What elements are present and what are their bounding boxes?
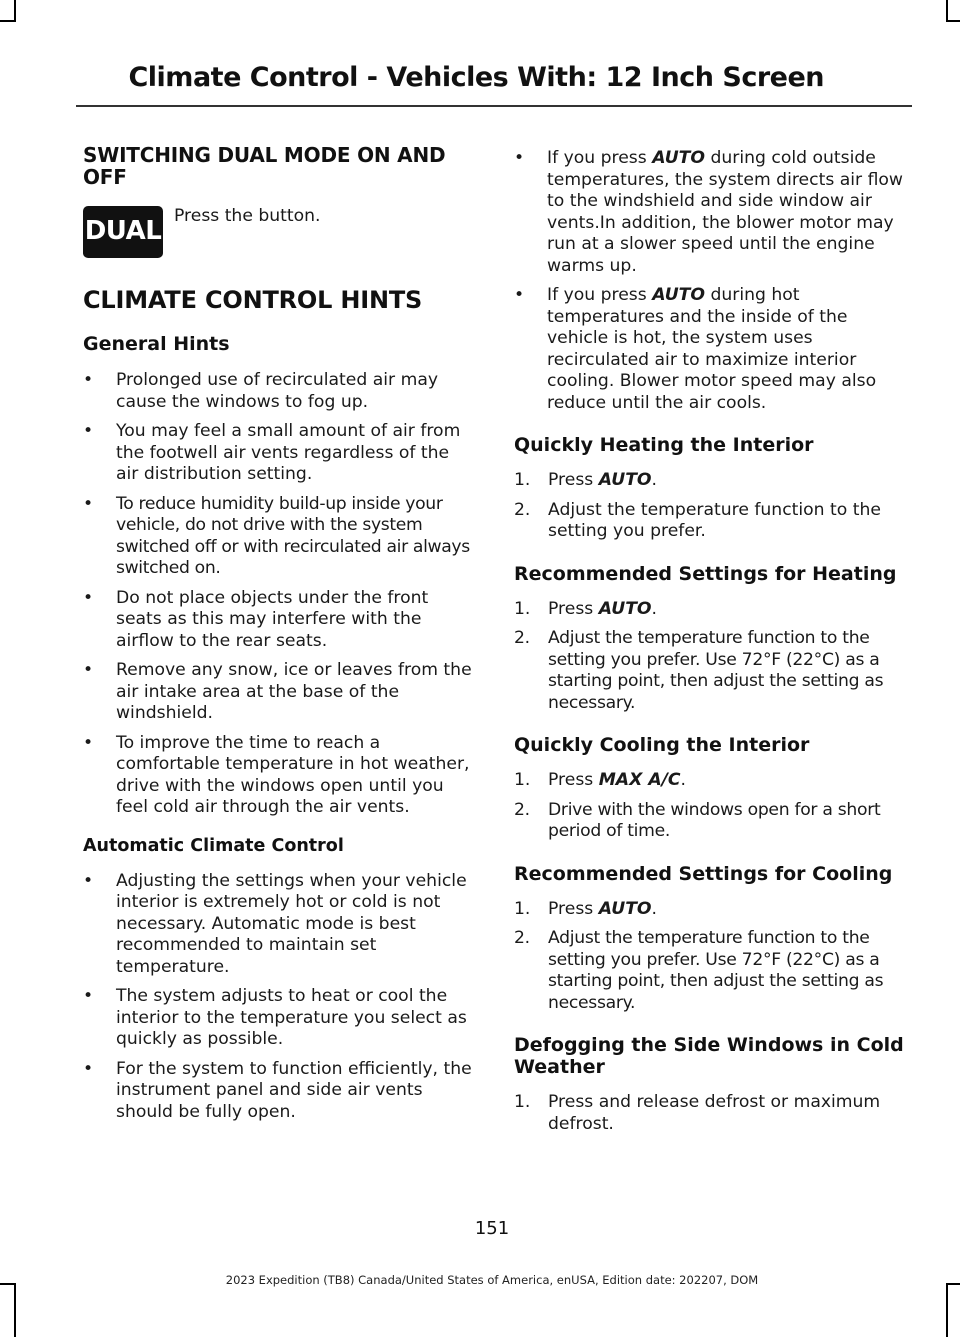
step-item — [514, 770, 908, 792]
list-item-text: You may feel a small amount of air from the footwell air vents regardless of the air distribution setting. — [116, 421, 461, 484]
list-item-text: Adjusting the settings when your vehicle interior is extremely hot or cold is not necessary. Automatic mode is best recommended to maintain set temperature. — [116, 870, 467, 977]
bullet-marker: • — [83, 1058, 94, 1079]
page-number: 151 — [474, 1218, 510, 1239]
page-header-title: Climate Control - Vehicles With: 12 Inch Screen — [128, 62, 824, 93]
list-item — [83, 660, 475, 725]
auto-key-label: AUTO — [652, 285, 706, 305]
step-number: 1. — [514, 1092, 531, 1112]
key-label: AUTO — [598, 470, 652, 490]
bullet-marker: • — [83, 587, 94, 608]
step-number: 2. — [514, 928, 530, 948]
text-run: . — [680, 770, 687, 790]
list-item-text: To improve the time to reach a comfortable temperature in hot weather, drive with the windows open until you feel cold air through the air vents. — [116, 732, 470, 817]
list-item-text: Do not place objects under the front seats as this may interfere with the airflow to the rear seats. — [116, 587, 429, 651]
steps-list — [514, 470, 908, 543]
right-column — [514, 148, 908, 1143]
auto-key-label: AUTO — [652, 148, 706, 168]
list-item — [83, 1059, 475, 1124]
text-run: Press — [548, 470, 599, 490]
text-run: . — [651, 470, 657, 490]
text-run: Adjust the temperature function to the setting you prefer. Use 72°F (22°C) as a starting point, then adjust the setting as necessary. — [548, 628, 884, 713]
list-item — [83, 986, 475, 1051]
bullet-marker: • — [514, 285, 525, 305]
automatic-climate-list — [83, 871, 475, 1124]
step-number: 1. — [514, 770, 531, 790]
text-run: If you press — [547, 148, 653, 168]
text-run: during hot temperatures and the inside of the vehicle is hot, the system uses recirculated air to maximize interior cooling. Blower motor speed may also reduce until the air cools. — [547, 285, 877, 413]
crop-mark — [946, 20, 960, 22]
step-number: 1. — [514, 598, 531, 619]
dual-instruction — [83, 206, 475, 266]
text-run: Adjust the temperature function to the setting you prefer. — [548, 499, 881, 541]
footer-edition: 2023 Expedition (TB8) Canada/United States of America, enUSA, Edition date: 202207, DOM — [225, 1273, 759, 1287]
crop-mark — [946, 1283, 948, 1337]
list-item-text: Prolonged use of recirculated air may cause the windows to fog up. — [116, 370, 439, 412]
step-number: 2. — [514, 628, 530, 648]
bullet-marker: • — [83, 370, 94, 390]
key-label: AUTO — [598, 898, 652, 919]
step-number: 1. — [514, 898, 531, 919]
bullet-marker: • — [83, 421, 94, 441]
steps-list — [514, 599, 908, 715]
step-number: 2. — [514, 499, 531, 520]
list-item — [514, 285, 908, 414]
dual-instruction-text: Press the button. — [174, 206, 321, 226]
left-column — [83, 144, 475, 1131]
list-item — [83, 421, 475, 486]
list-item — [83, 871, 475, 979]
text-run: . — [651, 598, 657, 619]
subsection-heading: Recommended Settings for Cooling — [514, 862, 893, 885]
bullet-marker: • — [83, 870, 94, 891]
list-item — [83, 733, 475, 819]
step-item — [514, 599, 908, 621]
bullet-marker: • — [83, 986, 94, 1006]
steps-list — [514, 899, 908, 1015]
step-item — [514, 928, 908, 1014]
step-number: 2. — [514, 799, 530, 820]
text-run: Drive with the windows open for a short period of time. — [548, 799, 881, 841]
step-item — [514, 470, 908, 492]
steps-list — [514, 770, 908, 843]
step-item — [514, 1092, 908, 1135]
text-run: . — [651, 898, 657, 919]
step-item — [514, 500, 908, 543]
list-item-text: The system adjusts to heat or cool the interior to the temperature you select as quickly as possible. — [116, 986, 467, 1049]
text-run: during cold outside temperatures, the system directs air flow to the windshield and side window air vents.In addition, the blower motor may run at a slower speed until the engine warms up. — [547, 148, 903, 276]
list-item-text: To reduce humidity build-up inside your vehicle, do not drive with the system switched off or with recirculated air always switched on. — [116, 493, 470, 578]
key-label: MAX A/C — [598, 770, 681, 790]
bullet-marker: • — [83, 660, 94, 680]
dual-button-icon: DUAL — [83, 206, 163, 258]
text-run: Adjust the temperature function to the setting you prefer. Use 72°F (22°C) as a starting point, then adjust the setting as necessary. — [548, 928, 884, 1013]
crop-mark — [0, 20, 16, 22]
key-label: AUTO — [598, 598, 652, 619]
list-item — [83, 494, 475, 580]
step-number: 1. — [514, 470, 531, 490]
subsection-heading: Quickly Heating the Interior — [514, 434, 814, 456]
bullet-marker: • — [83, 493, 93, 514]
step-item — [514, 899, 908, 921]
list-item — [83, 588, 475, 653]
list-item — [514, 148, 908, 277]
text-run: If you press — [547, 285, 653, 305]
crop-mark — [946, 0, 948, 20]
bullet-marker: • — [83, 732, 94, 753]
dual-mode-heading: SWITCHING DUAL MODE ON AND OFF — [83, 143, 446, 189]
text-run: Press — [548, 898, 599, 919]
list-item-text: For the system to function efficiently, the instrument panel and side air vents should be fully open. — [116, 1058, 472, 1122]
list-item-text: Remove any snow, ice or leaves from the air intake area at the base of the windshield. — [116, 660, 472, 723]
subsection-heading: Recommended Settings for Heating — [514, 562, 897, 585]
bullet-marker: • — [514, 148, 525, 168]
crop-mark — [14, 1283, 16, 1337]
automatic-climate-heading: Automatic Climate Control — [83, 835, 344, 856]
steps-list — [514, 1092, 908, 1135]
crop-mark — [14, 0, 16, 20]
list-item — [83, 370, 475, 413]
text-run: Press — [548, 770, 599, 790]
header-divider — [76, 105, 912, 107]
text-run: Press — [548, 598, 599, 619]
subsection-heading: Defogging the Side Windows in Cold Weather — [514, 1034, 904, 1078]
text-run: Press and release defrost or maximum defrost. — [548, 1092, 881, 1134]
subsection-heading: Quickly Cooling the Interior — [514, 734, 810, 756]
general-hints-list — [83, 370, 475, 819]
step-item — [514, 628, 908, 714]
general-hints-heading: General Hints — [83, 333, 230, 355]
step-item — [514, 800, 908, 843]
section-heading: CLIMATE CONTROL HINTS — [83, 286, 423, 314]
